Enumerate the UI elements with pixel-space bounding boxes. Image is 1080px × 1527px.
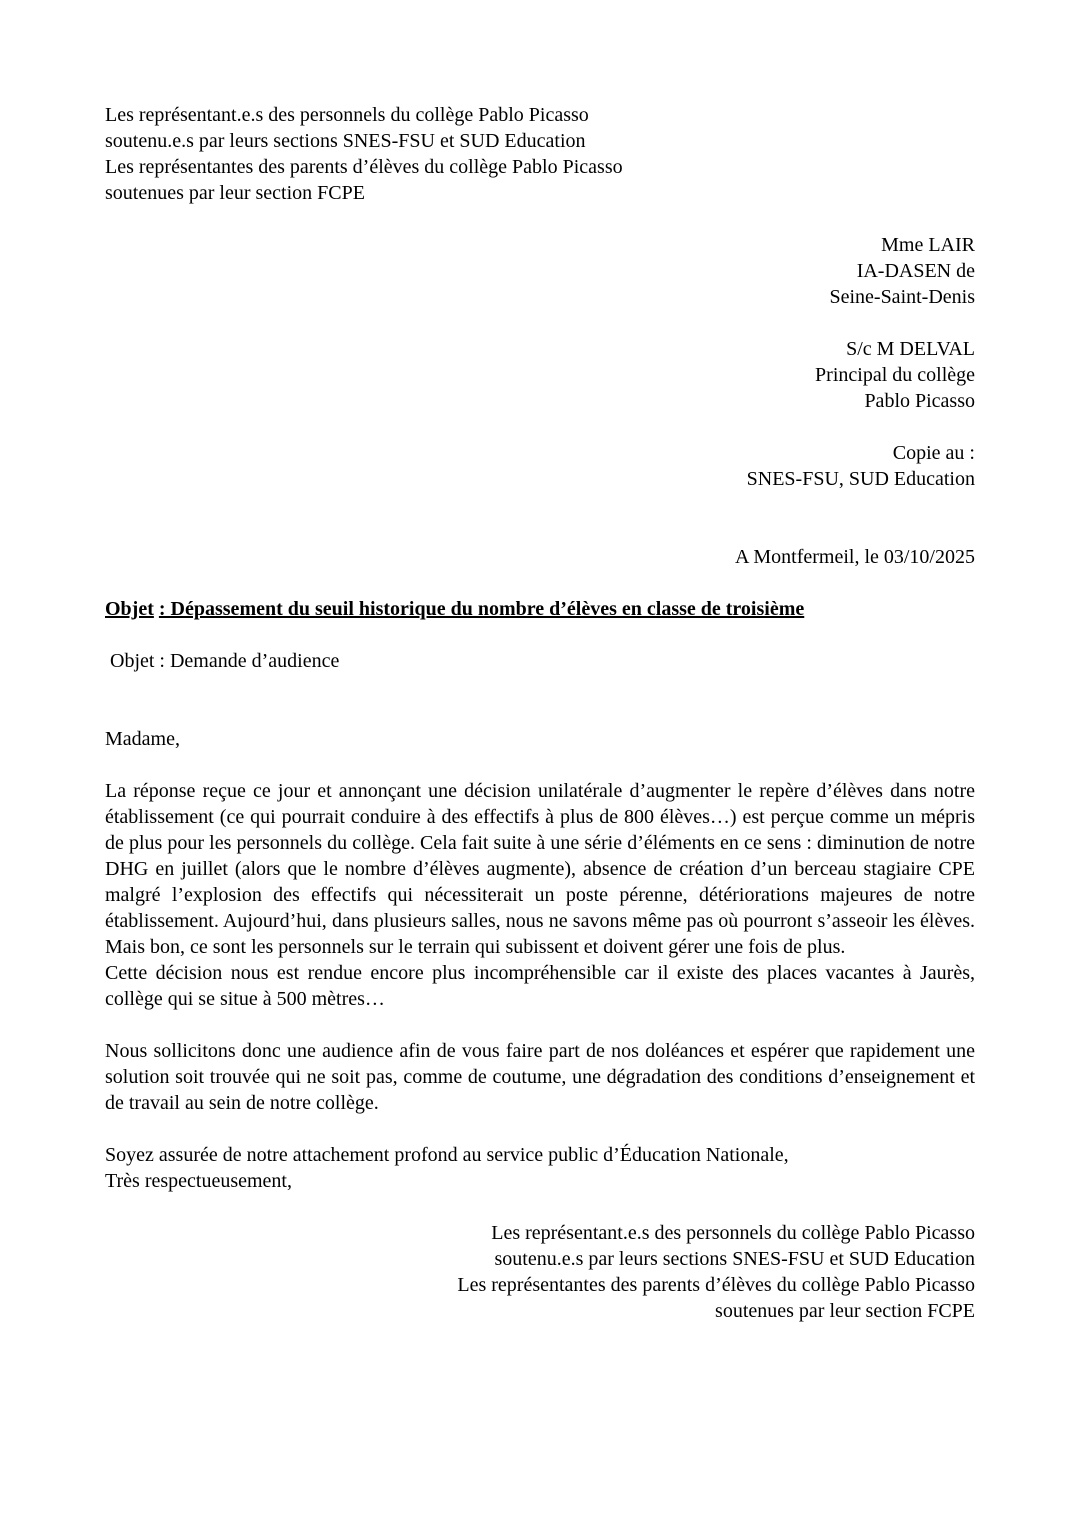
sender-line: soutenues par leur section FCPE [105, 182, 365, 204]
subject-text: : Dépassement du seuil historique du nombre d’élèves en classe de troisième [158, 598, 805, 620]
recipient-group-via [105, 336, 975, 414]
body-paragraph-2: Cette décision nous est rendue encore plus incompréhensible car il existe des places vacantes à Jaurès, collège qui se situe à 500 mètres… [105, 962, 975, 1010]
sender-line: soutenu.e.s par leurs sections SNES-FSU et SUD Education [105, 130, 586, 152]
recipient-line: Seine-Saint-Denis [829, 286, 975, 308]
signature-line: Les représentantes des parents d’élèves du collège Pablo Picasso [457, 1274, 975, 1296]
recipient-line: SNES-FSU, SUD Education [746, 468, 975, 490]
recipient-line: Copie au : [892, 442, 975, 464]
subject-line-main [105, 596, 975, 622]
date-line: A Montfermeil, le 03/10/2025 [735, 546, 975, 568]
sender-line: Les représentant.e.s des personnels du collège Pablo Picasso [105, 104, 589, 126]
recipient-line: Pablo Picasso [864, 390, 975, 412]
recipient-group-copy [105, 440, 975, 492]
subject-line-secondary: Objet : Demande d’audience [110, 650, 340, 672]
signature-line: soutenues par leur section FCPE [715, 1300, 975, 1322]
body-paragraph-1: La réponse reçue ce jour et annonçant une décision unilatérale d’augmenter le repère d’élèves dans notre établissement (ce qui pourrait conduire à des effectifs à plus de 800 élèves…) est perçue comme un mépris de plus pour les personnels du collège. Cela fait suite à une série d’éléments en ce sens : diminution de notre DHG en juillet (alors que le nombre d’élèves augmente), absence de création d’un berceau stagiaire CPE malgré l’explosion des effectifs qui nécessiterait un poste pérenne, détériorations majeures de notre établissement. Aujourd’hui, dans plusieurs salles, nous ne savons même pas où pourront s’asseoir les élèves. Mais bon, ce sont les personnels sur le terrain qui subissent et doivent gérer une fois de plus. [105, 780, 975, 958]
recipient-group-addressee [105, 232, 975, 310]
letter-body [105, 778, 975, 1194]
sender-line: Les représentantes des parents d’élèves du collège Pablo Picasso [105, 156, 623, 178]
closing-line-1: Soyez assurée de notre attachement profond au service public d’Éducation Nationale, [105, 1144, 789, 1166]
body-paragraph-3: Nous sollicitons donc une audience afin de vous faire part de nos doléances et espérer que rapidement une solution soit trouvée qui ne soit pas, comme de coutume, une dégradation des conditions d’enseignement et de travail au sein de notre collège. [105, 1040, 975, 1114]
signature-block [105, 1220, 975, 1324]
recipient-line: Principal du collège [815, 364, 975, 386]
recipient-block [105, 232, 975, 492]
subject-label: Objet [105, 598, 154, 620]
recipient-line: Mme LAIR [881, 234, 975, 256]
closing-line-2: Très respectueusement, [105, 1170, 292, 1192]
sender-block [105, 102, 975, 206]
signature-line: soutenu.e.s par leurs sections SNES-FSU et SUD Education [494, 1248, 975, 1270]
recipient-line: IA-DASEN de [856, 260, 975, 282]
signature-line: Les représentant.e.s des personnels du collège Pablo Picasso [491, 1222, 975, 1244]
salutation: Madame, [105, 728, 180, 750]
recipient-line: S/c M DELVAL [846, 338, 975, 360]
